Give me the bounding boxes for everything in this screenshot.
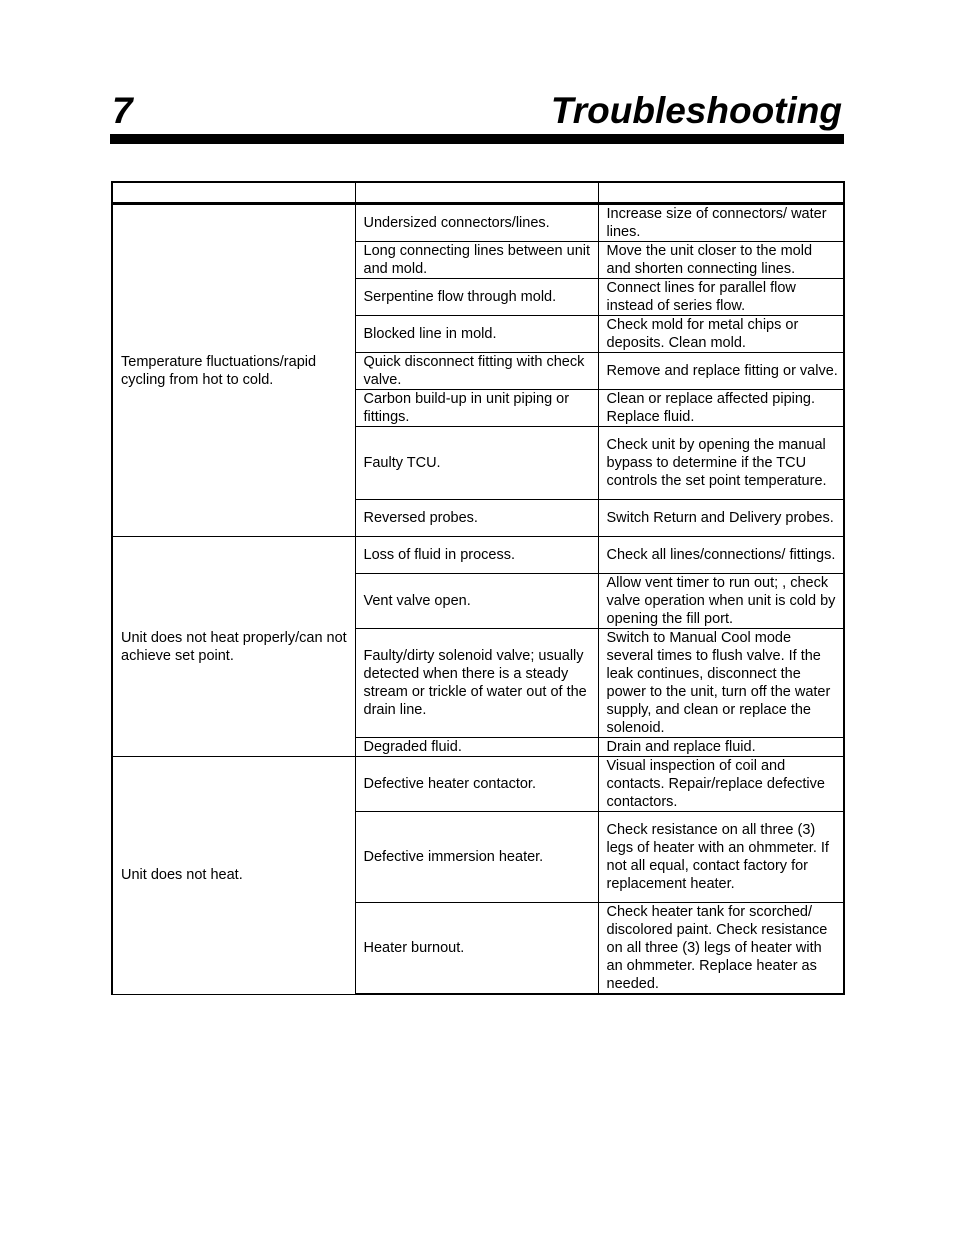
remedy-cell: Check mold for metal chips or deposits. Clean mold. bbox=[598, 316, 844, 353]
remedy-cell: Move the unit closer to the mold and shorten connecting lines. bbox=[598, 242, 844, 279]
remedy-cell: Switch to Manual Cool mode several times to flush valve. If the leak continues, disconnect the power to the unit, turn off the water supply, and clean or replace the solenoid. bbox=[598, 629, 844, 738]
remedy-cell: Clean or replace affected piping. Replace fluid. bbox=[598, 390, 844, 427]
cause-cell: Long connecting lines between unit and mold. bbox=[355, 242, 598, 279]
remedy-cell: Remove and replace fitting or valve. bbox=[598, 353, 844, 390]
remedy-cell: Allow vent timer to run out; , check valve operation when unit is cold by opening the fill port. bbox=[598, 574, 844, 629]
chapter-header bbox=[110, 88, 844, 134]
chapter-title: Troubleshooting bbox=[550, 90, 842, 131]
cause-cell: Reversed probes. bbox=[355, 500, 598, 537]
remedy-cell: Increase size of connectors/ water lines. bbox=[598, 204, 844, 242]
column-header-solution bbox=[598, 182, 844, 204]
symptom-cell: Unit does not heat properly/can not achieve set point. bbox=[112, 537, 355, 757]
column-header-cause bbox=[355, 182, 598, 204]
cause-cell: Defective immersion heater. bbox=[355, 812, 598, 903]
cause-cell: Defective heater contactor. bbox=[355, 757, 598, 812]
cause-cell: Loss of fluid in process. bbox=[355, 537, 598, 574]
cause-cell: Faulty TCU. bbox=[355, 427, 598, 500]
cause-cell: Vent valve open. bbox=[355, 574, 598, 629]
symptom-cell: Temperature fluctuations/rapid cycling from hot to cold. bbox=[112, 204, 355, 537]
cause-cell: Faulty/dirty solenoid valve; usually detected when there is a steady stream or trickle of water out of the drain line. bbox=[355, 629, 598, 738]
header-rule bbox=[110, 134, 844, 144]
table-row bbox=[112, 204, 844, 242]
remedy-cell: Check resistance on all three (3) legs of heater with an ohmmeter. If not all equal, contact factory for replacement heater. bbox=[598, 812, 844, 903]
remedy-cell: Check unit by opening the manual bypass to determine if the TCU controls the set point temperature. bbox=[598, 427, 844, 500]
cause-cell: Quick disconnect fitting with check valve. bbox=[355, 353, 598, 390]
remedy-cell: Check heater tank for scorched/ discolored paint. Check resistance on all three (3) legs of heater with an ohmmeter. Replace heater as needed. bbox=[598, 903, 844, 995]
cause-cell: Carbon build-up in unit piping or fittings. bbox=[355, 390, 598, 427]
cause-cell: Undersized connectors/lines. bbox=[355, 204, 598, 242]
table-row bbox=[112, 537, 844, 574]
chapter-number: 7 bbox=[112, 90, 133, 131]
remedy-cell: Drain and replace fluid. bbox=[598, 738, 844, 757]
remedy-cell: Check all lines/connections/ fittings. bbox=[598, 537, 844, 574]
remedy-cell: Switch Return and Delivery probes. bbox=[598, 500, 844, 537]
remedy-cell: Connect lines for parallel flow instead of series flow. bbox=[598, 279, 844, 316]
cause-cell: Degraded fluid. bbox=[355, 738, 598, 757]
cause-cell: Serpentine flow through mold. bbox=[355, 279, 598, 316]
cause-cell: Blocked line in mold. bbox=[355, 316, 598, 353]
remedy-cell: Visual inspection of coil and contacts. Repair/replace defective contactors. bbox=[598, 757, 844, 812]
symptom-cell: Unit does not heat. bbox=[112, 757, 355, 995]
table-row bbox=[112, 757, 844, 812]
table-header-row bbox=[112, 182, 844, 204]
cause-cell: Heater burnout. bbox=[355, 903, 598, 995]
troubleshooting-table bbox=[111, 181, 845, 995]
column-header-problem bbox=[112, 182, 355, 204]
